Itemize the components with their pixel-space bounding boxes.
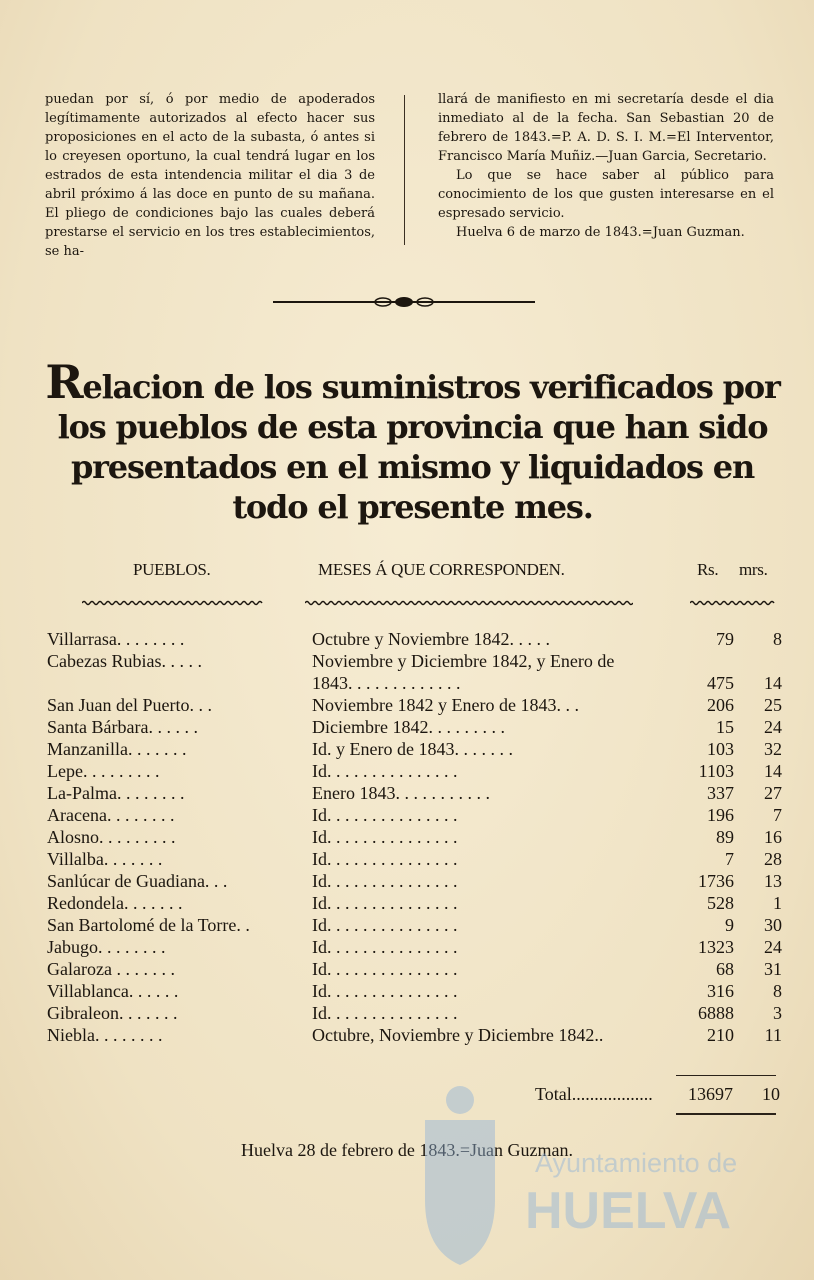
month-cell: Id. . . . . . . . . . . . . . . [312, 937, 458, 957]
maravedis-cell: 30 [764, 915, 782, 935]
right-paragraph-1: llará de manifiesto en mi secretaría desde el dia inmediato al de la fecha. San Sebastian 20 de febrero de 1843.=P. A. D. S. I. M.=El Interventor, Francisco María Muñiz.—Juan Garcia, Secretario. [438, 92, 774, 164]
watermark-line-2: HUELVA [525, 1182, 732, 1240]
left-column-text [45, 90, 375, 261]
table-row [47, 936, 782, 958]
month-cell: Octubre y Noviembre 1842. . . . . [312, 629, 550, 649]
maravedis-cell: 7 [773, 805, 782, 825]
table-row [47, 826, 782, 848]
month-cell: Id. . . . . . . . . . . . . . . [312, 871, 458, 891]
reales-cell: 528 [707, 893, 734, 913]
pueblo-cell: La-Palma. . . . . . . . [47, 783, 185, 803]
maravedis-cell: 32 [764, 739, 782, 759]
maravedis-cell: 3 [773, 1003, 782, 1023]
maravedis-cell: 28 [764, 849, 782, 869]
reales-cell: 68 [716, 959, 734, 979]
table-row [47, 848, 782, 870]
table-row [47, 958, 782, 980]
month-cell: Id. . . . . . . . . . . . . . . [312, 893, 458, 913]
header-meses: MESES Á QUE CORRESPONDEN. [318, 560, 565, 579]
pueblo-cell: Lepe. . . . . . . . . [47, 761, 160, 781]
title-initial: R [45, 355, 83, 409]
table-row [47, 914, 782, 936]
reales-cell: 475 [707, 673, 734, 693]
table-row [47, 738, 782, 760]
month-cell: Id. . . . . . . . . . . . . . . [312, 761, 458, 781]
pueblo-cell: Manzanilla. . . . . . . [47, 739, 187, 759]
maravedis-cell: 24 [764, 717, 782, 737]
right-column-text [438, 90, 774, 242]
month-cell: Id. . . . . . . . . . . . . . . [312, 915, 458, 935]
header-rs: Rs. [697, 560, 719, 579]
month-cell: Noviembre y Diciembre 1842, y Enero de 1843. . . . . . . . . . . . . [312, 651, 615, 693]
pueblo-cell: Santa Bárbara. . . . . . [47, 717, 198, 737]
month-cell: Id. . . . . . . . . . . . . . . [312, 827, 458, 847]
reales-cell: 196 [707, 805, 734, 825]
pueblo-cell: Villablanca. . . . . . [47, 981, 179, 1001]
reales-cell: 89 [716, 827, 734, 847]
header-rule-pueblos [82, 600, 264, 606]
pueblo-cell: Villalba. . . . . . . [47, 849, 163, 869]
header-rule-meses [305, 600, 633, 606]
table-row [47, 1024, 782, 1046]
pueblo-cell: Cabezas Rubias. . . . . [47, 651, 202, 671]
total-rule-top [676, 1075, 776, 1076]
watermark-line-1: Ayuntamiento de [535, 1148, 738, 1178]
month-cell: Noviembre 1842 y Enero de 1843. . . [312, 695, 579, 715]
pueblo-cell: Niebla. . . . . . . . [47, 1025, 163, 1045]
header-pueblos: PUEBLOS. [133, 560, 211, 579]
month-cell: Id. . . . . . . . . . . . . . . [312, 981, 458, 1001]
pueblo-cell: San Juan del Puerto. . . [47, 695, 212, 715]
reales-cell: 1103 [698, 761, 734, 781]
month-cell: Id. y Enero de 1843. . . . . . . [312, 739, 513, 759]
document-title [45, 355, 780, 527]
column-divider [404, 95, 405, 245]
maravedis-cell: 1 [773, 893, 782, 913]
month-cell: Diciembre 1842. . . . . . . . . [312, 717, 505, 737]
reales-cell: 210 [707, 1025, 734, 1045]
maravedis-cell: 27 [764, 783, 782, 803]
reales-cell: 15 [716, 717, 734, 737]
pueblo-cell: Sanlúcar de Guadiana. . . [47, 871, 228, 891]
header-rule-amounts [690, 600, 775, 606]
month-cell: Id. . . . . . . . . . . . . . . [312, 849, 458, 869]
month-cell: Id. . . . . . . . . . . . . . . [312, 959, 458, 979]
table-row [47, 980, 782, 1002]
maravedis-cell: 8 [773, 981, 782, 1001]
pueblo-cell: San Bartolomé de la Torre. . [47, 915, 250, 935]
maravedis-cell: 14 [764, 761, 782, 781]
table-row [47, 716, 782, 738]
total-label: Total.................. [535, 1084, 653, 1104]
total-rs: 13697 [688, 1084, 733, 1104]
title-text: elacion de los suministros verificados por los pueblos de esta provincia que han sido presentados en el mismo y liquidados en todo el presente mes. [57, 368, 780, 526]
table-row [47, 804, 782, 826]
reales-cell: 79 [716, 629, 734, 649]
table-row [47, 694, 782, 716]
pueblo-cell: Galaroza . . . . . . . [47, 959, 175, 979]
table-row [47, 782, 782, 804]
left-paragraph: puedan por sí, ó por medio de apoderados legítimamente autorizados al efecto hacer sus proposiciones en el acto de la subasta, ó antes si lo creyesen oportuno, la cual tendrá lugar en los estrados de esta intendencia militar el dia 3 de abril próximo á las doce en punto de su mañana. El pliego de condiciones bajo las cuales deberá prestarse el servicio en los tres establecimientos, se ha- [45, 92, 375, 259]
month-cell: Octubre, Noviembre y Diciembre 1842.. [312, 1025, 604, 1045]
maravedis-cell: 16 [764, 827, 782, 847]
reales-cell: 316 [707, 981, 734, 1001]
reales-cell: 7 [725, 849, 734, 869]
pueblo-cell: Villarrasa. . . . . . . . [47, 629, 185, 649]
table-row [47, 870, 782, 892]
reales-cell: 9 [725, 915, 734, 935]
right-paragraph-3: Huelva 6 de marzo de 1843.=Juan Guzman. [456, 225, 745, 240]
maravedis-cell: 31 [764, 959, 782, 979]
reales-cell: 6888 [698, 1003, 734, 1023]
reales-cell: 1736 [698, 871, 734, 891]
pueblo-cell: Gibraleon. . . . . . . [47, 1003, 178, 1023]
pueblo-cell: Redondela. . . . . . . [47, 893, 183, 913]
right-paragraph-2: Lo que se hace saber al público para conocimiento de los que gusten interesarse en el espresado servicio. [438, 168, 774, 221]
maravedis-cell: 8 [773, 629, 782, 649]
reales-cell: 206 [707, 695, 734, 715]
supplies-table [47, 628, 782, 1046]
reales-cell: 1323 [698, 937, 734, 957]
reales-cell: 337 [707, 783, 734, 803]
ornament-divider [273, 295, 535, 309]
table-row [47, 628, 782, 650]
maravedis-cell: 13 [764, 871, 782, 891]
month-cell: Id. . . . . . . . . . . . . . . [312, 805, 458, 825]
reales-cell: 103 [707, 739, 734, 759]
month-cell: Id. . . . . . . . . . . . . . . [312, 1003, 458, 1023]
header-mrs: mrs. [739, 560, 768, 579]
table-row [47, 650, 782, 694]
maravedis-cell: 11 [764, 1025, 782, 1045]
table-row [47, 1002, 782, 1024]
pueblo-cell: Aracena. . . . . . . . [47, 805, 175, 825]
total-mrs: 10 [762, 1084, 780, 1104]
maravedis-cell: 25 [764, 695, 782, 715]
table-row [47, 892, 782, 914]
table-row [47, 760, 782, 782]
closing-signature: Huelva 28 de febrero de 1843.=Juan Guzman. [240, 1140, 574, 1160]
watermark-logo [405, 1080, 785, 1280]
pueblo-cell: Jabugo. . . . . . . . [47, 937, 166, 957]
maravedis-cell: 24 [764, 937, 782, 957]
pueblo-cell: Alosno. . . . . . . . . [47, 827, 176, 847]
maravedis-cell: 14 [764, 673, 782, 693]
month-cell: Enero 1843. . . . . . . . . . . [312, 783, 490, 803]
